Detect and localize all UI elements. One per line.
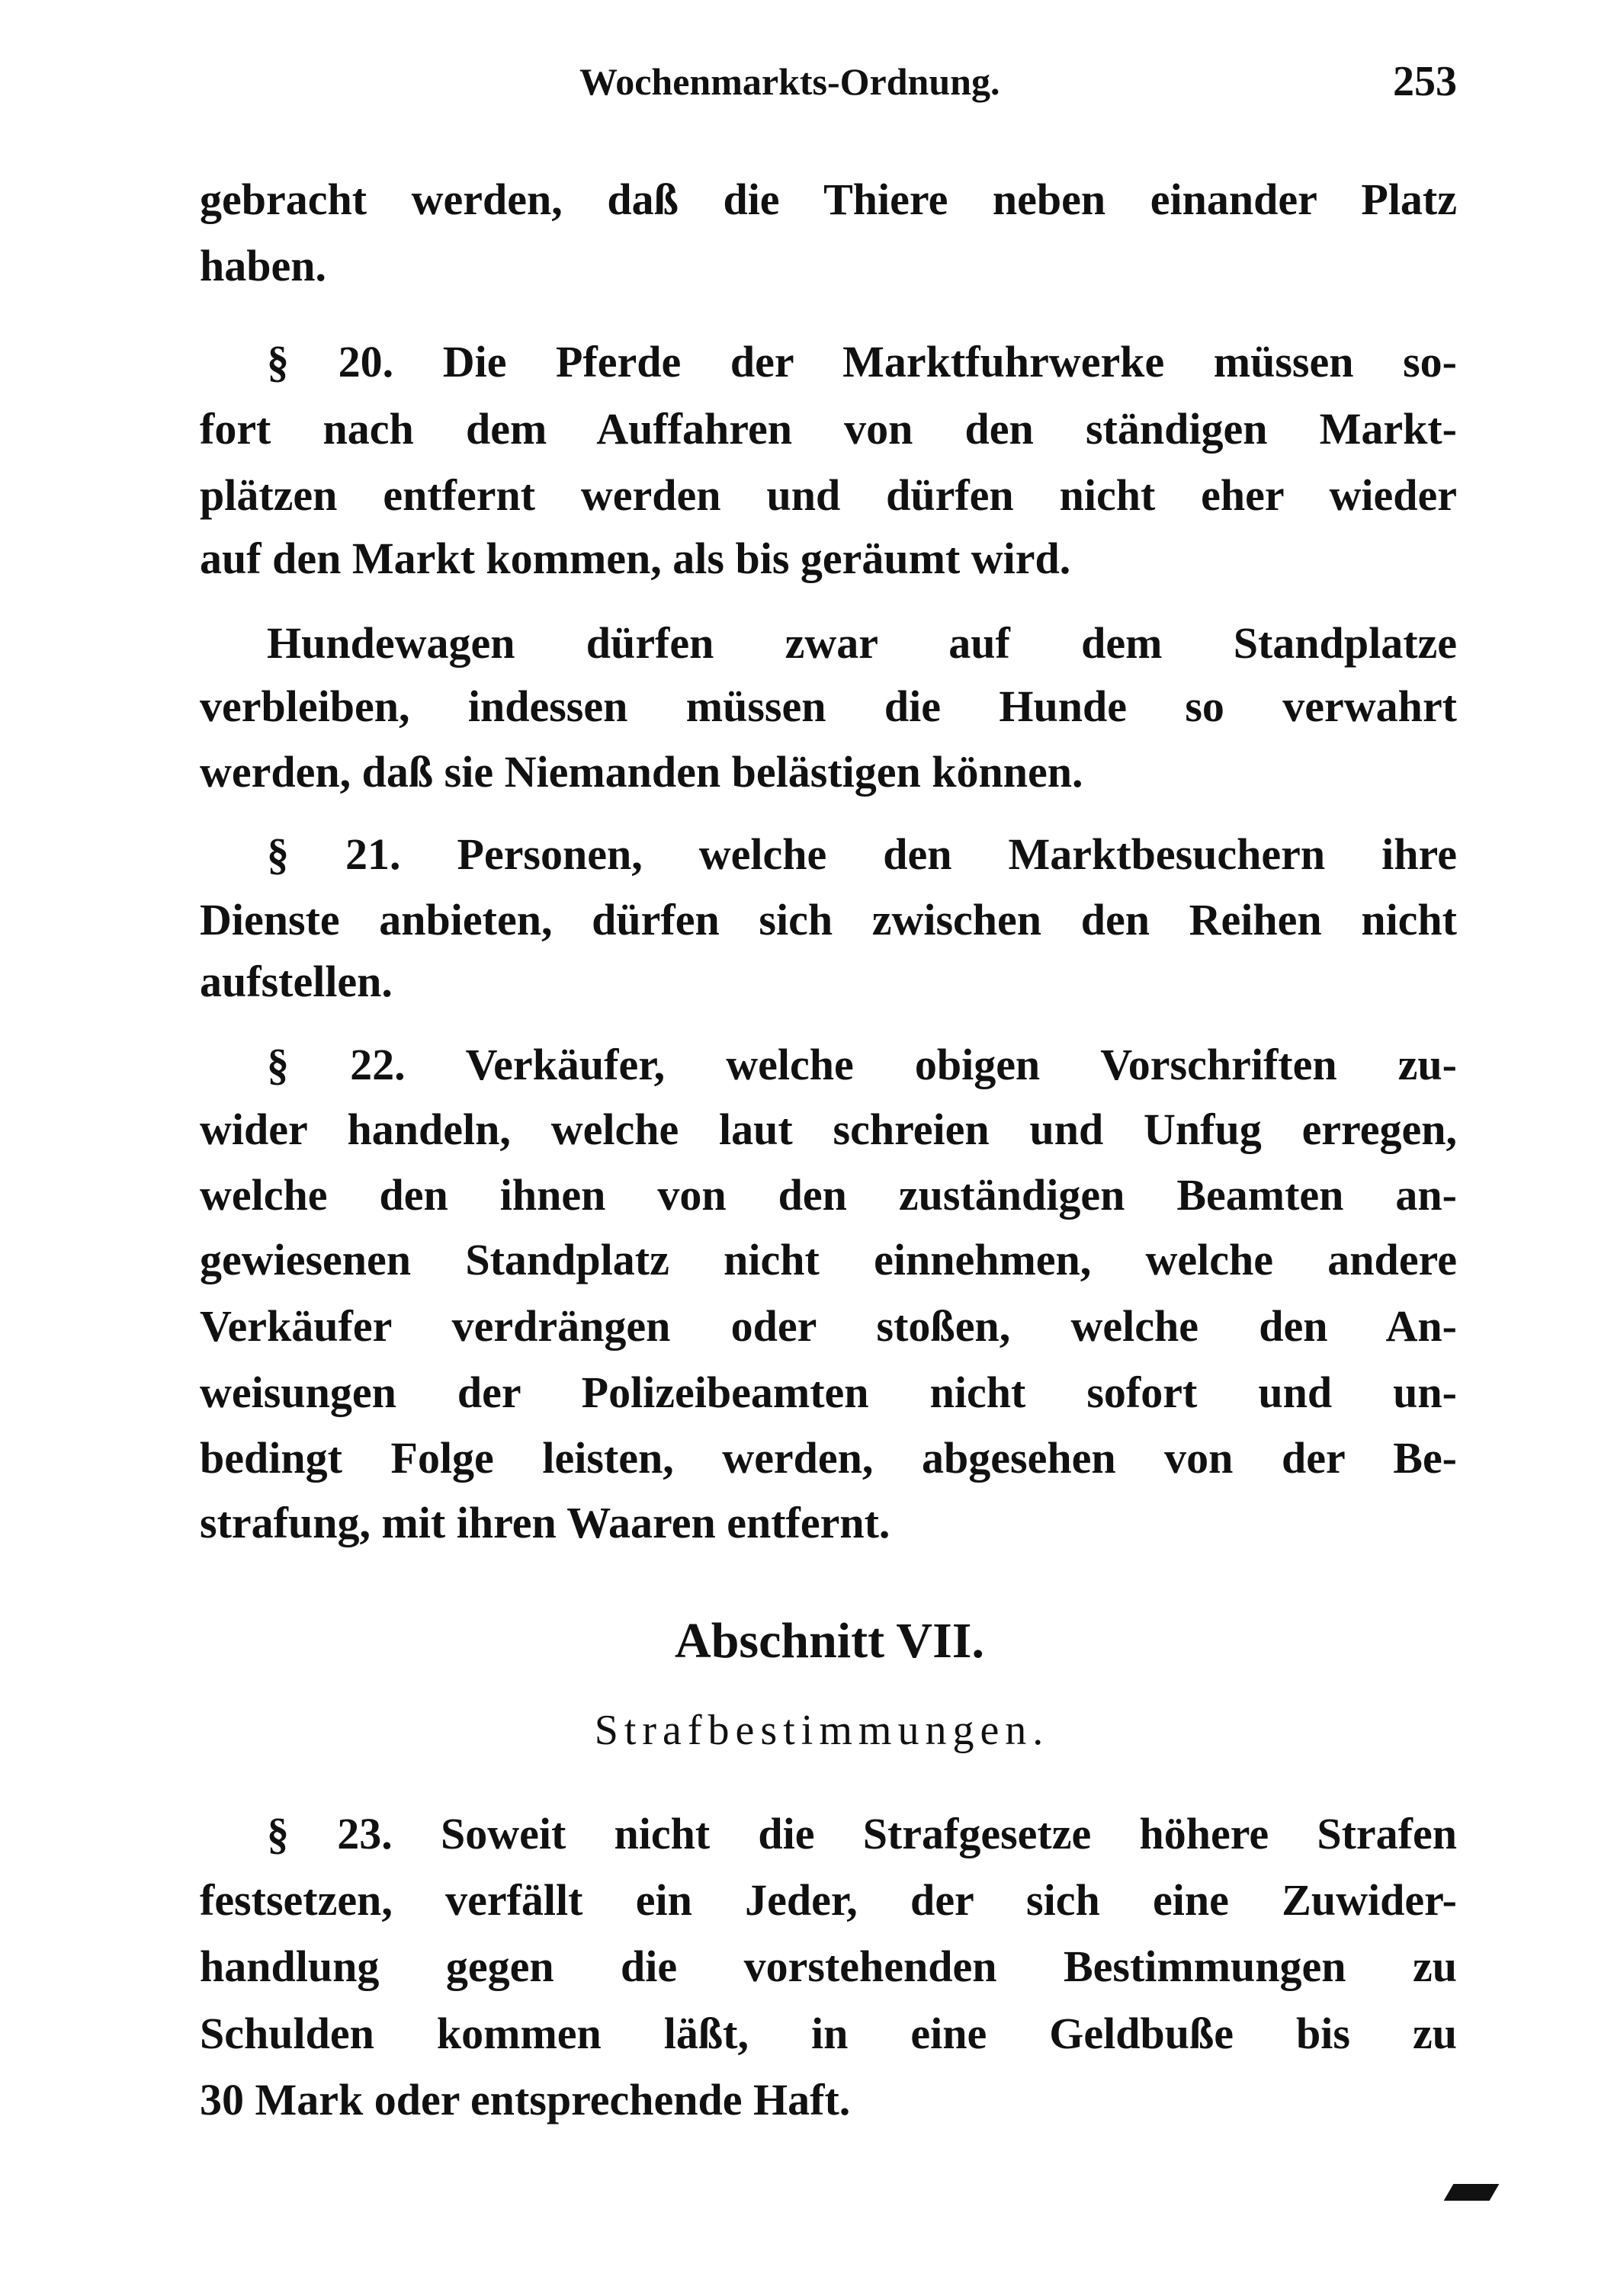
text-line: Verkäufer verdrängen oder stoßen, welche den An- xyxy=(200,1301,1457,1351)
text-line: bedingt Folge leisten, werden, abgesehen von der Be- xyxy=(200,1433,1457,1483)
text-line: § 23. Soweit nicht die Strafgesetze höhere Strafen xyxy=(267,1809,1457,1858)
text-line: § 22. Verkäufer, welche obigen Vorschriften zu- xyxy=(267,1040,1457,1089)
running-title: Wochenmarkts-Ordnung. xyxy=(579,60,1000,103)
text-line: handlung gegen die vorstehenden Bestimmungen zu xyxy=(200,1942,1457,1991)
text-line: gewiesenen Standplatz nicht einnehmen, welche andere xyxy=(200,1235,1457,1284)
text-line: gebracht werden, daß die Thiere neben einander Platz xyxy=(200,175,1457,224)
text-line: § 21. Personen, welche den Marktbesuchern ihre xyxy=(267,829,1457,879)
text-line: auf den Markt kommen, als bis geräumt wird. xyxy=(200,534,1071,583)
text-line: wider handeln, welche laut schreien und Unfug erregen, xyxy=(200,1105,1457,1154)
text-line: welche den ihnen von den zuständigen Beamten an- xyxy=(200,1170,1457,1220)
text-line: strafung, mit ihren Waaren entfernt. xyxy=(200,1498,890,1547)
text-line: plätzen entfernt werden und dürfen nicht eher wieder xyxy=(200,470,1457,520)
text-line: festsetzen, verfällt ein Jeder, der sich eine Zuwider- xyxy=(200,1875,1457,1925)
text-line: Hundewagen dürfen zwar auf dem Standplatze xyxy=(267,618,1457,668)
text-line: Dienste anbieten, dürfen sich zwischen den Reihen nicht xyxy=(200,895,1457,944)
page-number: 253 xyxy=(1393,58,1457,105)
text-line: haben. xyxy=(200,241,327,290)
text-line: verbleiben, indessen müssen die Hunde so verwahrt xyxy=(200,681,1457,731)
ink-mark xyxy=(1444,2184,1500,2201)
text-line: fort nach dem Auffahren von den ständigen Markt- xyxy=(200,404,1457,454)
text-line: Schulden kommen läßt, in eine Geldbuße bis zu xyxy=(200,2009,1457,2058)
text-line: 30 Mark oder entsprechende Haft. xyxy=(200,2075,851,2124)
text-line: weisungen der Polizeibeamten nicht sofort und un- xyxy=(200,1368,1457,1417)
text-line: § 20. Die Pferde der Marktfuhrwerke müssen so- xyxy=(267,337,1457,386)
section-subtitle: Strafbestimmungen. xyxy=(594,1707,1050,1754)
text-line: werden, daß sie Niemanden belästigen können. xyxy=(200,747,1083,797)
text-line: aufstellen. xyxy=(200,957,393,1006)
section-heading: Abschnitt VII. xyxy=(675,1613,984,1669)
